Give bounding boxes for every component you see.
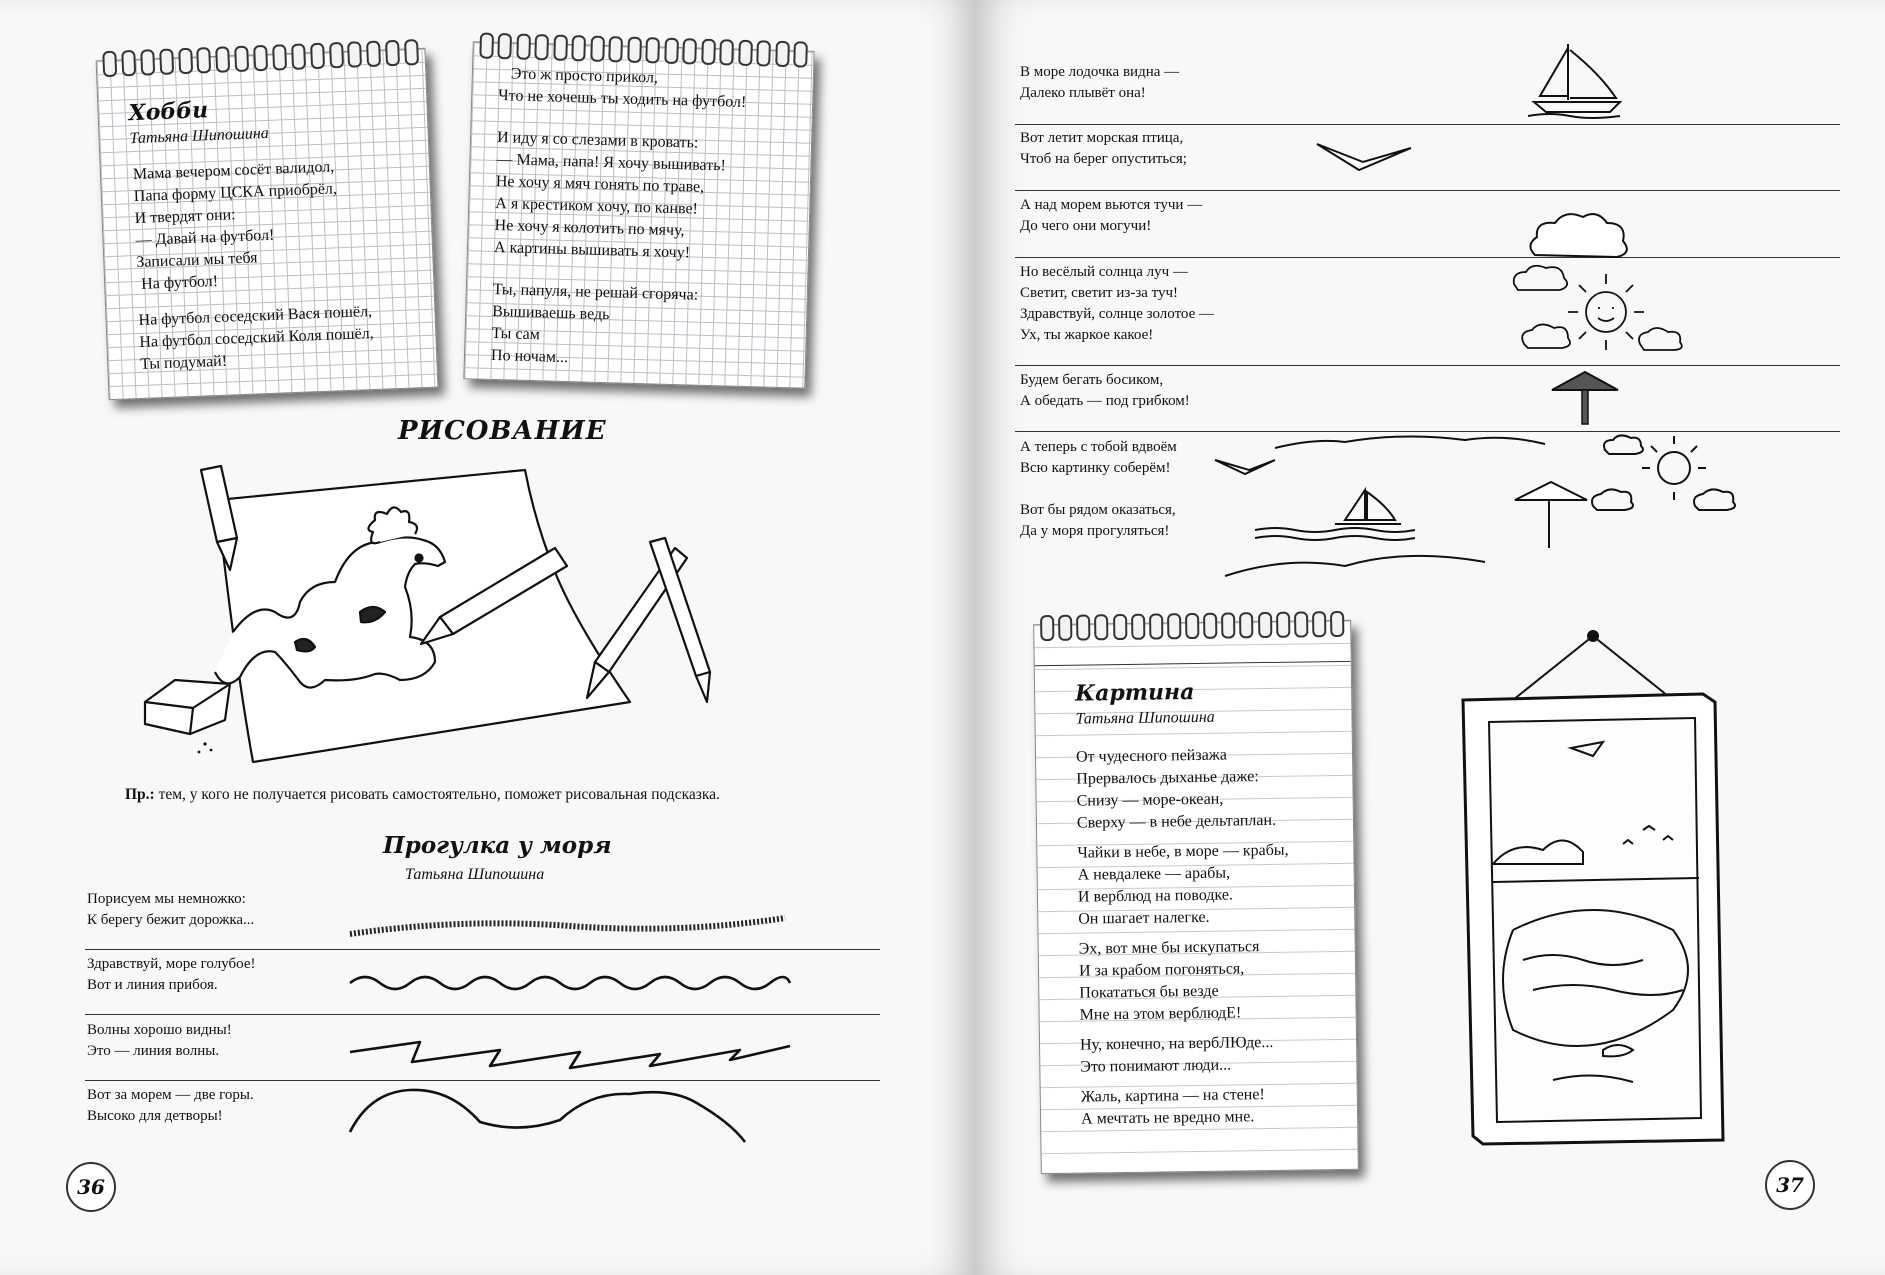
- row-divider: [85, 1080, 880, 1081]
- sea-row-text: Будем бегать босиком, А обедать — под грибком!: [1020, 372, 1190, 409]
- sea-row-text: А над морем вьются тучи — До чего они могучи!: [1020, 197, 1203, 234]
- sun-with-clouds-icon: [1510, 262, 1700, 362]
- hint-text: тем, у кого не получается рисовать самостоятельно, поможет рисовальная подсказка.: [154, 786, 720, 803]
- walk-row-text: Порисуем мы немножко: К берегу бежит дорожка...: [87, 891, 255, 928]
- framed-seascape-picture: [1453, 630, 1793, 1150]
- hint-note: [125, 786, 720, 804]
- walk-title: Прогулка у моря: [383, 832, 612, 859]
- poem-stanza: Чайки в небе, в море — крабы, А невдалеке — арабы, И верблюд на поводке. Он шагает налегке.: [1077, 841, 1289, 928]
- drawing-illustration: [135, 462, 735, 752]
- walk-row-text: Волны хорошо видны! Это — линия волны.: [87, 1022, 232, 1059]
- sea-row-text: Вот летит морская птица, Чтоб на берег опуститься;: [1020, 130, 1187, 167]
- walk-row-text: Здравствуй, море голубое! Вот и линия прибоя.: [87, 956, 256, 993]
- poem-stanza: От чудесного пейзажа Прервалось дыханье даже: Снизу — море-океан, Сверху — в небе дельтаплан.: [1075, 746, 1277, 832]
- poem-title: Хобби: [128, 97, 209, 127]
- spiral-rings: [1040, 611, 1344, 637]
- poem-stanza: И иду я со слезами в кровать: — Мама, папа! Я хочу вышивать! Не хочу я мяч гонять по траве, А я крестиком хочу, по канве! Не хочу я колотить по мячу, А картины вышивать я хочу!: [493, 129, 727, 262]
- poem-stanza: Ну, конечно, на вербЛЮде... Это понимают люди...: [1079, 1033, 1274, 1076]
- poem-stanza: Ты, папуля, не решай сгоряча: Вышиваешь ведь Ты сам По ночам...: [490, 280, 699, 367]
- poem-stanza: На футбол соседский Вася пошёл, На футбол соседский Коля пошёл, Ты подумай!: [138, 303, 374, 373]
- row-divider: [1015, 257, 1840, 258]
- sea-row-text: Но весёлый солнца луч — Светит, светит из-за туч! Здравствуй, солнце золотое — Ух, ты жаркое какое!: [1020, 264, 1215, 343]
- poem-stanza: Мама вечером сосёт валидол, Папа форму ЦСКА приобрёл, И твердят они: — Давай на футбол! Записали мы тебя На футбол!: [132, 158, 338, 294]
- picture-poem-note: [1033, 620, 1359, 1174]
- row-divider: [1015, 190, 1840, 191]
- hint-label: Пр.:: [125, 786, 155, 803]
- walk-row-text: Вот за морем — две горы. Высоко для детворы!: [87, 1087, 254, 1124]
- row-divider: [85, 949, 880, 950]
- row-divider: [1015, 124, 1840, 125]
- umbrella-icon: [1550, 368, 1620, 428]
- row-divider: [85, 1014, 880, 1015]
- walk-author: Татьяна Шипошина: [405, 866, 545, 883]
- spiral-rings: [102, 39, 419, 73]
- row-divider: [1015, 365, 1840, 366]
- poem-stanza: Жаль, картина — на стене! А мечтать не вредно мне.: [1080, 1086, 1265, 1128]
- sea-row-text: В море лодочка видна — Далеко плывёт она!: [1020, 64, 1180, 101]
- sailboat-icon: [1520, 40, 1630, 120]
- full-sea-scene: [1205, 430, 1745, 580]
- poem-title: Картина: [1074, 679, 1195, 707]
- right-page: [975, 0, 1885, 1275]
- sea-row-text: А теперь с тобой вдвоём Всю картинку соберём! Вот бы рядом оказаться, Да у моря прогуляться!: [1020, 439, 1177, 539]
- poem-author: Татьяна Шипошина: [129, 124, 270, 148]
- mountains-pattern: [350, 1082, 790, 1142]
- poem-stanza: Это ж просто прикол, Что не хочешь ты ходить на футбол!: [498, 65, 747, 111]
- drawing-title: РИСОВАНИЕ: [398, 416, 607, 446]
- spiral-rings: [479, 32, 807, 63]
- page-number: 36: [66, 1162, 116, 1212]
- cloud-icon: [1525, 205, 1635, 265]
- seabird-icon: [1315, 140, 1415, 180]
- path-pattern: [350, 912, 790, 942]
- page-number: 37: [1765, 1160, 1815, 1210]
- poem-author: Татьяна Шипошина: [1075, 708, 1215, 728]
- hobby-continued-note: [463, 41, 814, 388]
- hobby-note: [96, 48, 439, 400]
- wave-line-pattern: [350, 1030, 790, 1070]
- poem-stanza: Эх, вот мне бы искупаться И за крабом погоняться, Покататься бы везде Мне на этом верблюдЕ!: [1078, 938, 1260, 1024]
- surf-line-pattern: [350, 968, 790, 998]
